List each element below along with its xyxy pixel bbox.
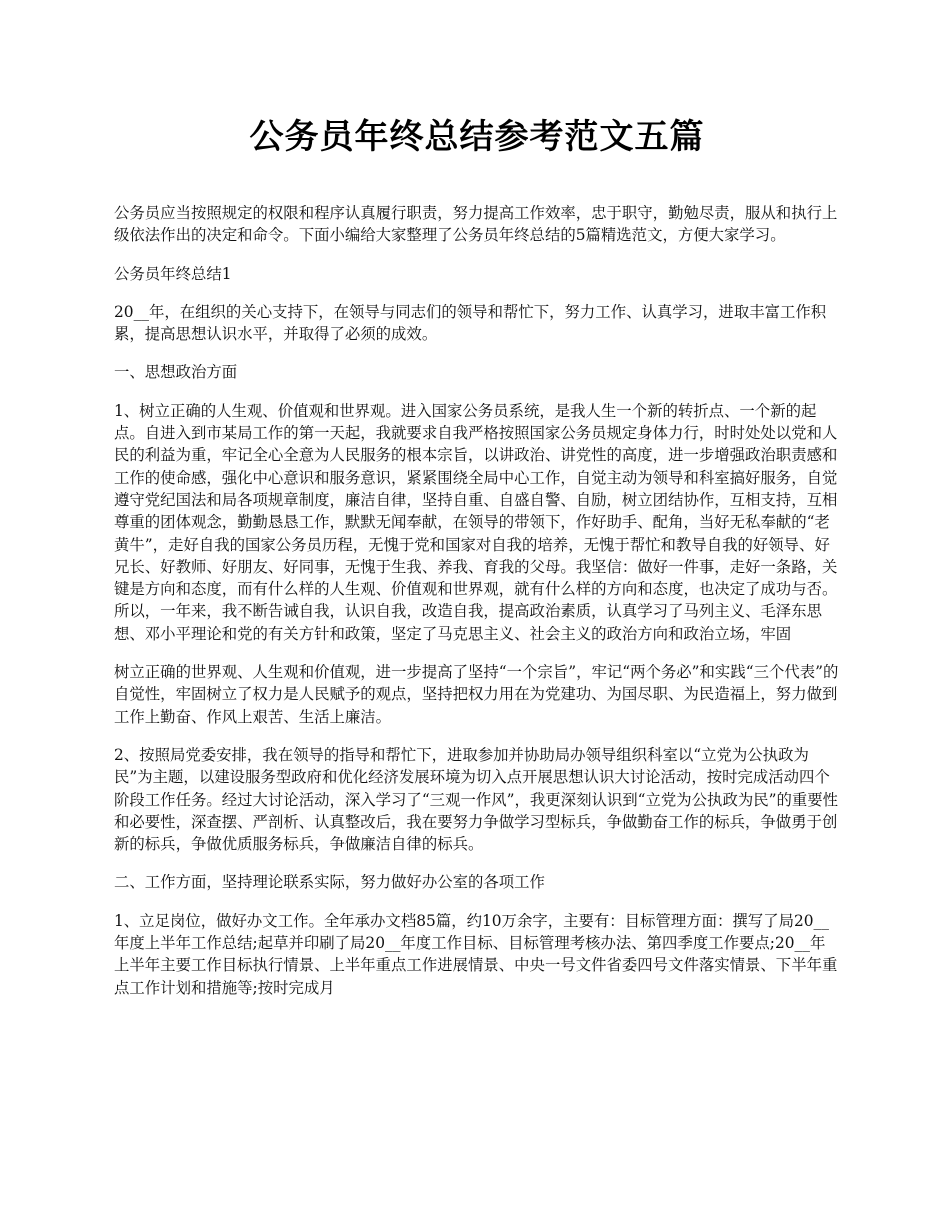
section-heading-summary-1: 公务员年终总结1 [114,264,232,283]
document-title: 公务员年终总结参考范文五篇 [249,117,705,157]
body-paragraph: 2、按照局党委安排，我在领导的指导和帮忙下，进取参加并协助局办领导组织科室以“立党为公执政为民”为主题，以建设服务型政府和优化经济发展环境为切入点开展思想认识大讨论活动，按时完成活动四个阶段工作任务。经过大讨论活动，深入学习了“三观一作风”，我更深刻认识到“立党为公执政为民”的重要性和必要性，深查摆、严剖析、认真整改后，我在要努力争做学习型标兵，争做勤奋工作的标兵，争做勇于创新的标兵，争做优质服务标兵，争做廉洁自律的标兵。 [114,745,839,854]
section-heading-political: 一、思想政治方面 [114,363,238,382]
body-paragraph: 20__年，在组织的关心支持下，在领导与同志们的领导和帮忙下，努力工作、认真学习，进取丰富工作积累，提高思想认识水平，并取得了必须的成效。 [114,302,827,344]
intro-paragraph: 公务员应当按照规定的权限和程序认真履行职责，努力提高工作效率，忠于职守，勤勉尽责，服从和执行上级依法作出的决定和命令。下面小编给大家整理了公务员年终总结的5篇精选范文，方便大家学习。 [114,204,838,245]
body-paragraph: 树立正确的世界观、人生观和价值观，进一步提高了坚持“一个宗旨”，牢记“两个务必”和实践“三个代表”的自觉性，牢固树立了权力是人民赋予的观点，坚持把权力用在为党建功、为国尽职、为民造福上，努力做到工作上勤奋、作风上艰苦、生活上廉洁。 [114,663,839,726]
document-page [114,112,840,1015]
body-paragraph: 1、立足岗位，做好办文工作。全年承办文档85篇，约10万余字，主要有：目标管理方面：撰写了局20__年度上半年工作总结;起草并印刷了局20__年度工作目标、目标管理考核办法、第四季度工作要点;20__年上半年主要工作目标执行情景、上半年重点工作进展情景、中央一号文件省委四号文件落实情景、下半年重点工作计划和措施等;按时完成月 [114,911,838,997]
section-heading-work: 二、工作方面，坚持理论联系实际，努力做好办公室的各项工作 [114,873,545,892]
body-paragraph: 1、树立正确的人生观、价值观和世界观。进入国家公务员系统，是我人生一个新的转折点、一个新的起点。自进入到市某局工作的第一天起，我就要求自我严格按照国家公务员规定身体力行，时时处处以党和人民的利益为重，牢记全心全意为人民服务的根本宗旨，以讲政治、讲党性的高度，进一步增强政治职责感和工作的使命感，强化中心意识和服务意识，紧紧围绕全局中心工作，自觉主动为领导和科室搞好服务，自觉遵守党纪国法和局各项规章制度，廉洁自律，坚持自重、自盛自警、自励，树立团结协作，互相支持，互相尊重的团体观念，勤勤恳恳工作，默默无闻奉献，在领导的带领下，作好助手、配角，当好无私奉献的“老黄牛”，走好自我的国家公务员历程，无愧于党和国家对自我的培养，无愧于帮忙和教导自我的好领导、好兄长、好教师、好朋友、好同事，无愧于生我、养我、育我的父母。我坚信：做好一件事，走好一条路，关键是方向和态度，而有什么样的人生观、价值观和世界观，就有什么样的方向和态度，也决定了成功与否。所以，一年来，我不断告诫自我，认识自我，改造自我，提高政治素质，认真学习了马列主义、毛泽东思想、邓小平理论和党的有关方针和政策，坚定了马克思主义、社会主义的政治方向和政治立场，牢固 [114,401,838,643]
